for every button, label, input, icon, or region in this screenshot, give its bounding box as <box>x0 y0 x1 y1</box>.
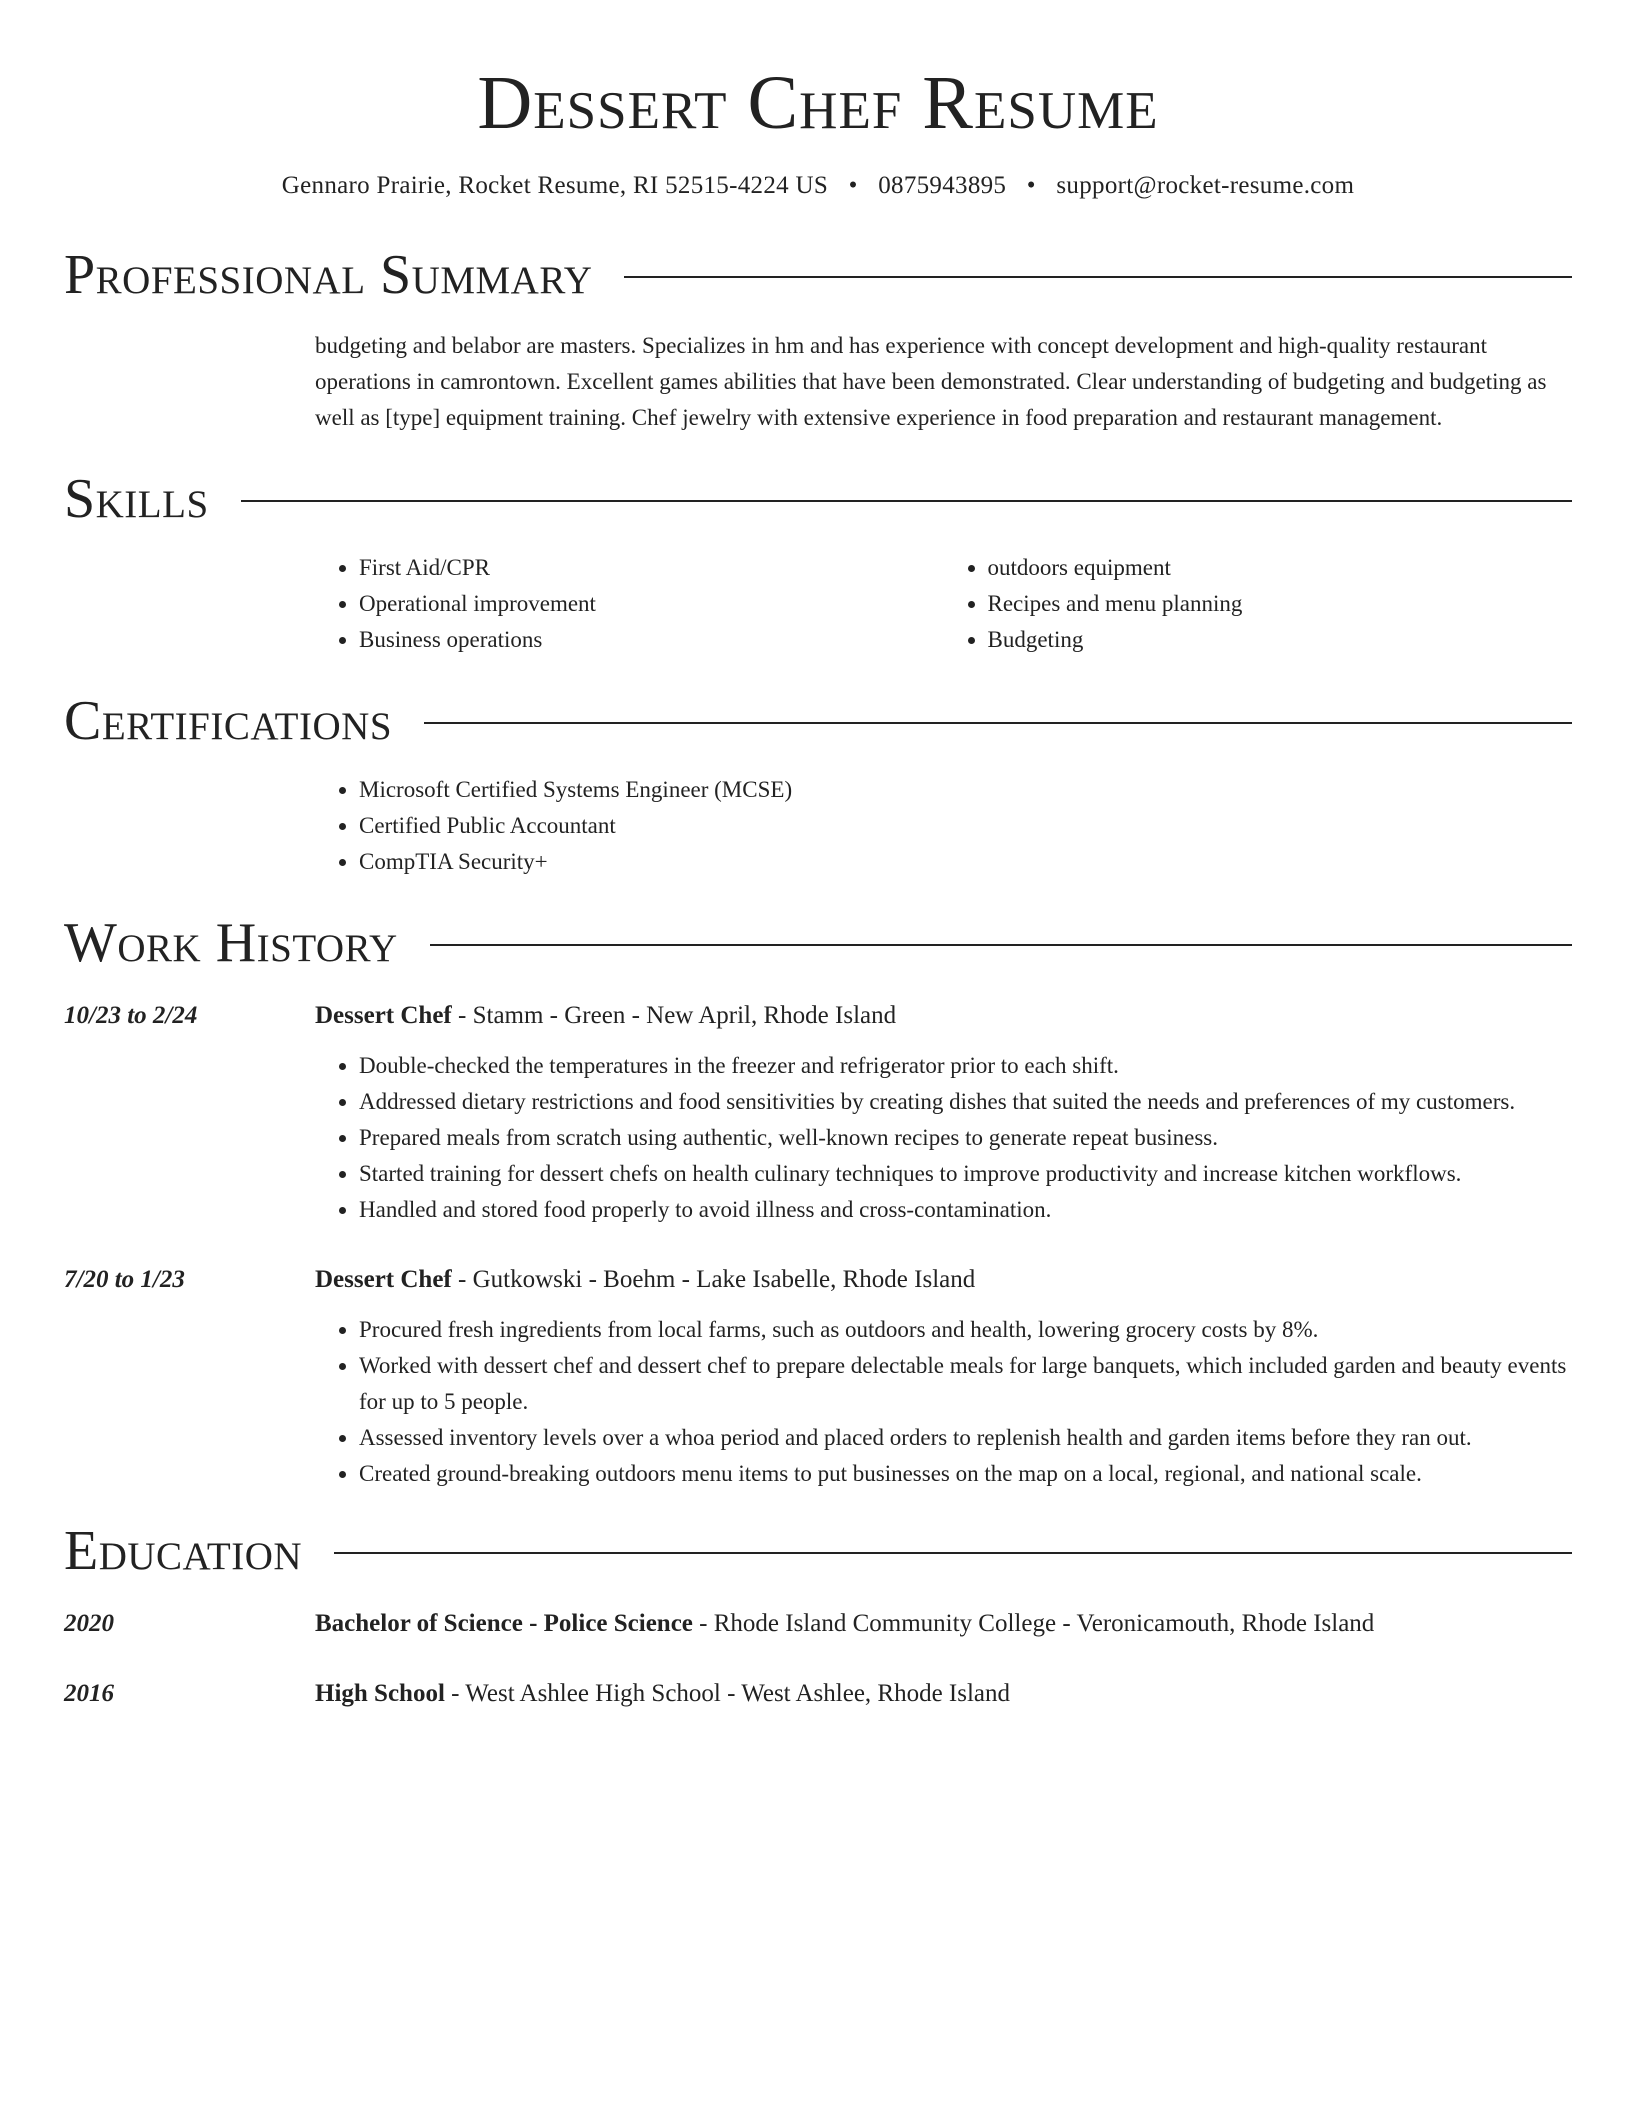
section-divider <box>424 722 1572 724</box>
section-divider <box>624 276 1572 278</box>
list-item: • Budgeting <box>988 622 1573 658</box>
list-item: • Handled and stored food properly to avoid illness and cross-contamination. <box>359 1192 1572 1228</box>
job-header <box>315 1262 1572 1298</box>
job-details: - Stamm - Green - New April, Rhode Island <box>451 1002 897 1029</box>
skills-list <box>315 550 1572 658</box>
job-header <box>315 998 1572 1034</box>
education-year: 2016 <box>64 1680 114 1707</box>
list-item: • Microsoft Certified Systems Engineer (MCSE) <box>359 772 1572 808</box>
job-bullets <box>315 1048 1572 1228</box>
list-item: • Double-checked the temperatures in the freezer and refrigerator prior to each shift. <box>359 1048 1572 1084</box>
education-details: - West Ashlee High School - West Ashlee, Rhode Island <box>444 1680 1011 1707</box>
education-header <box>315 1676 1010 1712</box>
education-degree: Bachelor of Science - Police Science <box>315 1610 693 1637</box>
section-divider <box>430 944 1572 946</box>
education-heading: Education <box>64 1520 303 1582</box>
certifications-section-header <box>64 686 1572 756</box>
skills-section-header <box>64 464 1572 534</box>
job-dates: 10/23 to 2/24 <box>64 1002 198 1029</box>
section-divider <box>241 500 1572 502</box>
education-entry <box>64 1606 1572 1642</box>
contact-line <box>64 170 1572 202</box>
education-header <box>315 1606 1374 1642</box>
job-bullets <box>315 1312 1572 1492</box>
certifications-list <box>315 772 1572 880</box>
work-section-header <box>64 908 1572 978</box>
job-entry <box>64 1262 1572 1492</box>
summary-heading: Professional Summary <box>64 244 593 306</box>
list-item: • Addressed dietary restrictions and food sensitivities by creating dishes that suited the needs and preferences of my customers. <box>359 1084 1572 1120</box>
skills-column-right <box>944 550 1573 658</box>
education-year: 2020 <box>64 1610 114 1637</box>
education-entry <box>64 1676 1572 1712</box>
list-item: • Worked with dessert chef and dessert chef to prepare delectable meals for large banquets, which included garden and beauty events for up to 5 people. <box>359 1348 1572 1420</box>
education-section-header <box>64 1516 1572 1586</box>
education-degree: High School <box>315 1680 445 1707</box>
contact-email: support@rocket-resume.com <box>1056 172 1355 199</box>
skills-column-left <box>315 550 944 658</box>
list-item: • Recipes and menu planning <box>988 586 1573 622</box>
summary-section-header <box>64 240 1572 310</box>
section-divider <box>334 1552 1572 1554</box>
job-entry <box>64 998 1572 1228</box>
resume-page <box>64 0 1572 1712</box>
list-item: • outdoors equipment <box>988 550 1573 586</box>
list-item: • Created ground-breaking outdoors menu items to put businesses on the map on a local, regional, and national scale. <box>359 1456 1572 1492</box>
resume-title: Dessert Chef Resume <box>477 61 1159 145</box>
list-item: • Operational improvement <box>359 586 944 622</box>
list-item: • Business operations <box>359 622 944 658</box>
education-details: - Rhode Island Community College - Veronicamouth, Rhode Island <box>692 1610 1375 1637</box>
job-dates: 7/20 to 1/23 <box>64 1266 185 1293</box>
list-item: • Prepared meals from scratch using authentic, well-known recipes to generate repeat business. <box>359 1120 1572 1156</box>
list-item: • First Aid/CPR <box>359 550 944 586</box>
job-details: - Gutkowski - Boehm - Lake Isabelle, Rhode Island <box>451 1266 976 1293</box>
list-item: • Certified Public Accountant <box>359 808 1572 844</box>
summary-text: budgeting and belabor are masters. Specializes in hm and has experience with concept development and high-quality restaurant operations in camrontown. Excellent games abilities that have been demonstrated. Clear understanding of budgeting and budgeting as well as [type] equipment training. Chef jewelry with extensive experience in food preparation and restaurant management. <box>315 333 1547 430</box>
list-item: • Started training for dessert chefs on health culinary techniques to improve productivity and increase kitchen workflows. <box>359 1156 1572 1192</box>
list-item: • Assessed inventory levels over a whoa period and placed orders to replenish health and garden items before they ran out. <box>359 1420 1572 1456</box>
skills-heading: Skills <box>64 468 209 530</box>
contact-address: Gennaro Prairie, Rocket Resume, RI 52515-4224 US <box>281 172 829 199</box>
contact-phone: 0875943895 <box>878 172 1007 199</box>
list-item: • Procured fresh ingredients from local farms, such as outdoors and health, lowering grocery costs by 8%. <box>359 1312 1572 1348</box>
contact-separator: • <box>1026 172 1036 199</box>
job-title: Dessert Chef <box>315 1002 452 1029</box>
job-title: Dessert Chef <box>315 1266 452 1293</box>
certifications-heading: Certifications <box>64 690 393 752</box>
list-item: • CompTIA Security+ <box>359 844 1572 880</box>
work-heading: Work History <box>64 912 398 974</box>
contact-separator: • <box>848 172 858 199</box>
